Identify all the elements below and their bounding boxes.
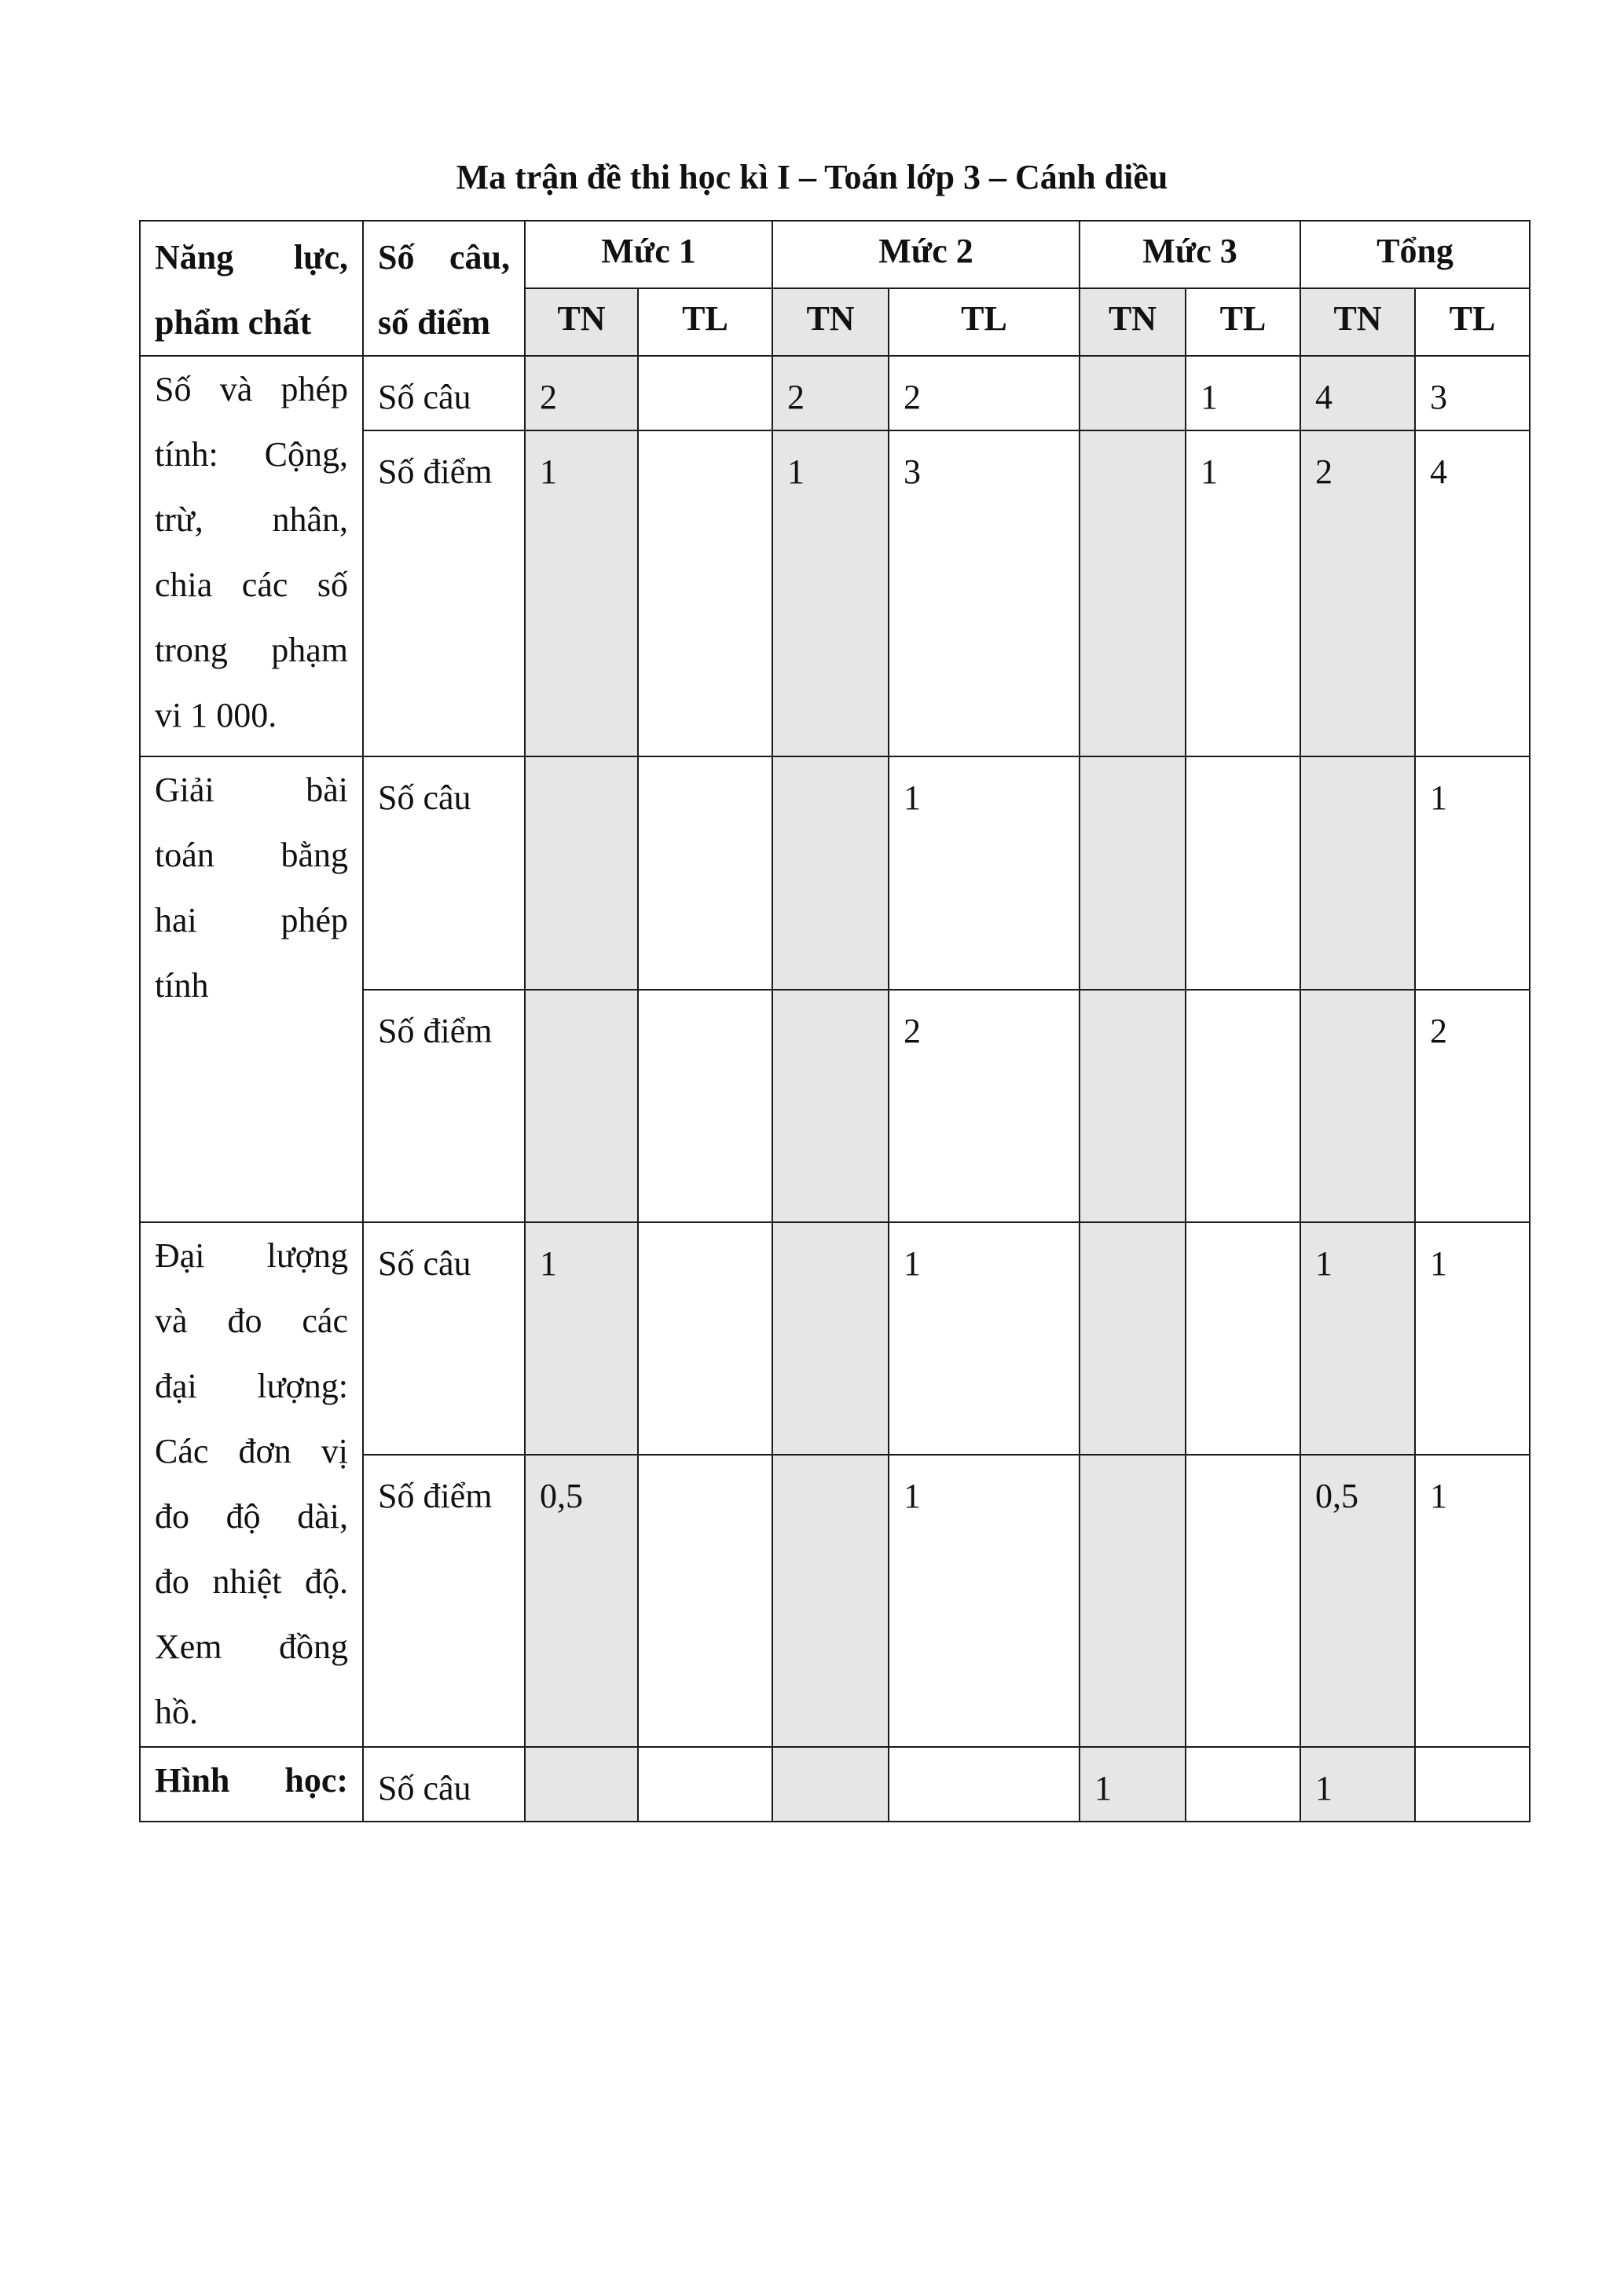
value-cell: 1 [1186,430,1300,756]
row-label-question-count: Số câu [363,356,525,430]
value-cell [889,1747,1080,1822]
header-count-score [363,221,525,356]
value-cell: 3 [1415,356,1530,430]
value-cell [1186,1222,1300,1455]
competency-line: đo nhiệt độ. [155,1562,348,1601]
value-cell [1186,1747,1300,1822]
value-cell: 1 [1415,756,1530,990]
value-cell: 1 [772,430,889,756]
value-cell [1186,756,1300,990]
header-competency [140,221,363,356]
competency-geometry [140,1747,363,1822]
header-level-3: Mức 3 [1080,221,1300,288]
value-cell: 2 [889,990,1080,1222]
value-cell: 1 [525,430,638,756]
value-cell: 1 [889,1455,1080,1747]
value-cell: 1 [1186,356,1300,430]
competency-line: đo độ dài, [155,1497,348,1536]
value-cell: 2 [772,356,889,430]
competency-line: trừ, nhân, [155,500,348,539]
competency-line: Xem đồng [155,1628,348,1666]
value-cell [638,1455,772,1747]
header-tl: TL [638,288,772,356]
value-cell: 2 [1300,430,1415,756]
competency-line: vi 1 000. [155,696,277,734]
page-title: Ma trận đề thi học kì I – Toán lớp 3 – Cánh diều [456,158,1168,196]
value-cell: 1 [889,756,1080,990]
value-cell [638,990,772,1222]
competency-line: Các đơn vị [155,1432,348,1470]
value-cell: 1 [525,1222,638,1455]
value-cell: 2 [525,356,638,430]
competency-line: đại lượng: [155,1367,348,1405]
competency-line: Số và phép [155,370,348,408]
header-count-score-line: số điểm [378,303,490,342]
header-tn: TN [525,288,638,356]
row-label-score: Số điểm [363,1455,525,1747]
competency-line: trong phạm [155,631,348,669]
value-cell [638,356,772,430]
value-cell [1080,990,1186,1222]
row-label-question-count: Số câu [363,756,525,990]
value-cell [1080,356,1186,430]
header-tl: TL [1415,288,1530,356]
competency-line: tính [155,966,209,1005]
value-cell [1186,1455,1300,1747]
value-cell [638,430,772,756]
header-tl: TL [1186,288,1300,356]
row-label-question-count: Số câu [363,1747,525,1822]
row-label-score: Số điểm [363,990,525,1222]
header-count-score-line: Số câu, [378,238,510,276]
value-cell: 3 [889,430,1080,756]
header-tl: TL [889,288,1080,356]
value-cell: 2 [889,356,1080,430]
value-cell: 4 [1300,356,1415,430]
competency-line: toán bằng [155,836,348,874]
value-cell [1415,1747,1530,1822]
value-cell [772,1747,889,1822]
value-cell: 1 [1080,1747,1186,1822]
value-cell [1300,990,1415,1222]
value-cell: 1 [1300,1747,1415,1822]
competency-line: Giải bài [155,771,348,809]
competency-line: và đo các [155,1302,348,1340]
value-cell: 2 [1415,990,1530,1222]
value-cell [525,756,638,990]
header-total: Tổng [1300,221,1530,288]
value-cell [772,1222,889,1455]
exam-matrix-table [139,220,1531,1822]
value-cell [772,1455,889,1747]
competency-line: hồ. [155,1693,198,1731]
header-level-2: Mức 2 [772,221,1080,288]
competency-word-problems [140,756,363,1222]
value-cell [1080,1222,1186,1455]
competency-line: chia các số [155,566,348,604]
value-cell: 1 [1415,1222,1530,1455]
header-tn: TN [1080,288,1186,356]
header-level-1: Mức 1 [525,221,772,288]
value-cell [638,1747,772,1822]
row-label-question-count: Số câu [363,1222,525,1455]
value-cell: 1 [889,1222,1080,1455]
value-cell [772,756,889,990]
value-cell [525,1747,638,1822]
competency-measurement [140,1222,363,1747]
competency-line: Hình học: [155,1761,348,1800]
row-label-score: Số điểm [363,430,525,756]
value-cell: 0,5 [525,1455,638,1747]
value-cell [525,990,638,1222]
value-cell [1080,756,1186,990]
competency-line: hai phép [155,901,348,939]
competency-line: tính: Cộng, [155,435,348,474]
header-competency-line: Năng lực, [155,238,348,276]
value-cell [1080,430,1186,756]
value-cell: 1 [1300,1222,1415,1455]
value-cell [1186,990,1300,1222]
header-competency-line: phẩm chất [155,303,312,342]
value-cell [638,1222,772,1455]
value-cell: 0,5 [1300,1455,1415,1747]
value-cell [1300,756,1415,990]
value-cell: 4 [1415,430,1530,756]
competency-line: Đại lượng [155,1236,348,1275]
value-cell [772,990,889,1222]
value-cell [1080,1455,1186,1747]
value-cell: 1 [1415,1455,1530,1747]
value-cell [638,756,772,990]
header-tn: TN [1300,288,1415,356]
header-tn: TN [772,288,889,356]
competency-numbers-operations [140,356,363,756]
